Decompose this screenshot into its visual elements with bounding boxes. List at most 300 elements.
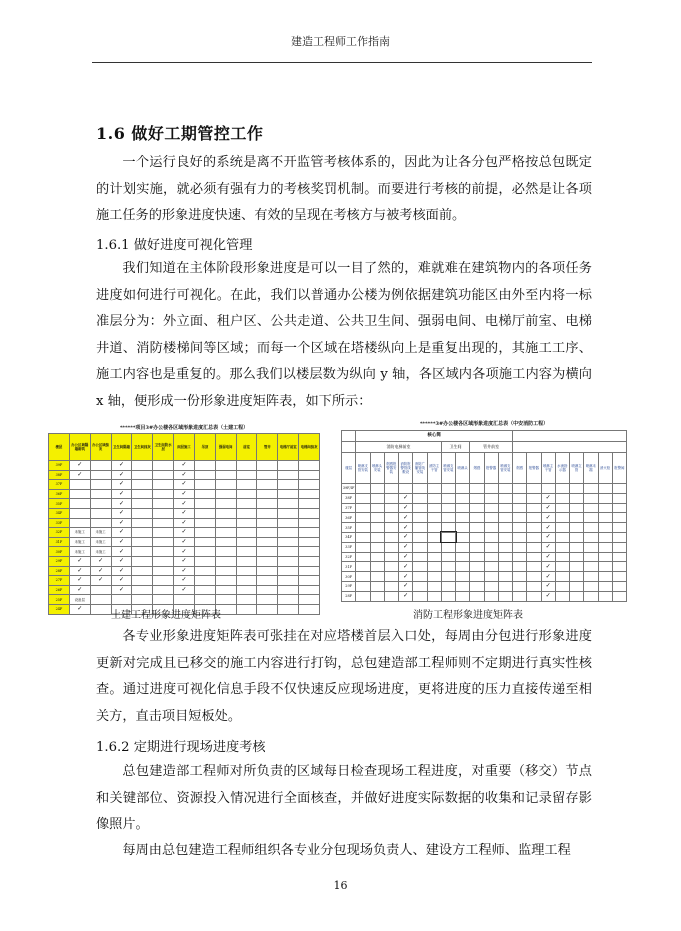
- civil-matrix-cell: [236, 537, 257, 547]
- fire-matrix-cell: [612, 503, 626, 513]
- section-title: 1.6 做好工期管控工作: [96, 124, 264, 143]
- fire-matrix-cell: [584, 552, 598, 562]
- fire-matrix-cell: [527, 581, 541, 591]
- fire-matrix-cell: [584, 581, 598, 591]
- fire-matrix-header-cell: 烟感: [470, 453, 484, 484]
- fire-matrix-cell: [356, 552, 370, 562]
- header-divider: [92, 62, 592, 63]
- fire-matrix-cell: [498, 532, 512, 542]
- fire-matrix-title: ******3#办公楼各区域形象进度汇总表（中安消防工程）: [419, 421, 549, 427]
- fire-matrix-cell: [441, 552, 455, 562]
- fire-matrix-cell: [441, 523, 455, 533]
- fire-matrix-cell: [384, 581, 398, 591]
- fire-matrix-header-cell: 喷淋支管安装: [441, 453, 455, 484]
- fire-matrix-cell: [584, 532, 598, 542]
- fire-matrix-floor-cell: 38F: [342, 493, 356, 503]
- fire-matrix-cell: [570, 562, 584, 572]
- civil-matrix-floor-cell: 29F: [49, 556, 70, 566]
- civil-matrix-cell: [194, 556, 215, 566]
- civil-matrix-cell: [132, 537, 153, 547]
- civil-matrix-cell: [194, 566, 215, 576]
- fire-matrix-cell: [513, 581, 527, 591]
- fire-matrix-cell: [555, 503, 569, 513]
- fire-matrix-cell: [484, 503, 498, 513]
- civil-matrix-row: [49, 595, 320, 605]
- fire-matrix-cell: [470, 562, 484, 572]
- fire-matrix-cell: [584, 484, 598, 494]
- fire-matrix-cell: [456, 542, 470, 552]
- fire-matrix-cell: [427, 581, 441, 591]
- civil-matrix-cell: [257, 576, 278, 586]
- fire-matrix-cell: [598, 484, 612, 494]
- civil-matrix-cell: [215, 595, 236, 605]
- fire-matrix-cell: [427, 552, 441, 562]
- civil-matrix-cell: [153, 470, 174, 480]
- page-header: 建造工程师工作指南: [291, 35, 390, 48]
- fire-matrix-cell: [456, 581, 470, 591]
- civil-matrix-cell: [69, 480, 90, 490]
- civil-matrix-cell: ✓: [174, 585, 195, 595]
- fire-matrix-cell: [598, 503, 612, 513]
- civil-matrix-cell: [69, 508, 90, 518]
- fire-matrix-cell: [441, 503, 455, 513]
- fire-matrix-header-row: [342, 453, 627, 484]
- fire-matrix-row: [342, 484, 627, 494]
- civil-matrix-row: [49, 566, 320, 576]
- civil-matrix-cell: 未施工: [69, 537, 90, 547]
- civil-matrix-cell: ✓: [174, 528, 195, 538]
- civil-matrix-cell: 未施工: [90, 537, 111, 547]
- civil-matrix-cell: [132, 576, 153, 586]
- fire-matrix-cell: [441, 572, 455, 582]
- civil-matrix-header-cell: 楼层: [49, 434, 70, 461]
- civil-matrix-cell: [257, 489, 278, 499]
- fire-matrix-cell: ✓: [541, 503, 555, 513]
- civil-matrix-cell: [299, 528, 320, 538]
- fire-matrix-cell: [527, 513, 541, 523]
- paragraph-intro: 一个运行良好的系统是离不开监管考核体系的，因此为让各分包严格按总包既定的计划实施，就必须有强有力的考核奖罚机制。而要进行考核的前提，必然是让各项施工任务的形象进度快速、有效的呈现在考核方与被考核面前。: [96, 155, 592, 223]
- fire-matrix-cell: [598, 513, 612, 523]
- fire-matrix-cell: [470, 552, 484, 562]
- fire-matrix-header-cell: 喷淋支管安装: [356, 453, 370, 484]
- civil-matrix-cell: [194, 489, 215, 499]
- fire-matrix-cell: ✓: [399, 581, 413, 591]
- fire-matrix-cell: [441, 493, 455, 503]
- civil-matrix-cell: [236, 595, 257, 605]
- fire-matrix-floor-cell: 37F: [342, 503, 356, 513]
- fire-matrix-cell: ✓: [541, 562, 555, 572]
- fire-matrix-cell: [598, 493, 612, 503]
- civil-matrix-cell: [194, 480, 215, 490]
- civil-matrix-cell: [236, 499, 257, 509]
- fire-matrix-header-cell: 烟感报警器安装: [384, 453, 398, 484]
- fire-matrix-cell: [441, 581, 455, 591]
- civil-matrix-cell: [215, 556, 236, 566]
- fire-matrix-cell: [555, 562, 569, 572]
- fire-matrix-cell: [456, 562, 470, 572]
- fire-matrix-cell: ✓: [399, 493, 413, 503]
- fire-matrix-cell: [598, 532, 612, 542]
- fire-matrix-cell: [612, 542, 626, 552]
- fire-matrix-cell: [527, 493, 541, 503]
- civil-matrix-header-cell: 强弱电间: [215, 434, 236, 461]
- fire-matrix-cell: [498, 591, 512, 601]
- civil-matrix-cell: [153, 566, 174, 576]
- civil-matrix-row: [49, 576, 320, 586]
- fire-matrix-cell: [570, 493, 584, 503]
- fire-matrix-cell: [513, 513, 527, 523]
- civil-matrix-cell: [215, 470, 236, 480]
- fire-matrix-cell: [598, 523, 612, 533]
- civil-matrix-cell: ✓: [111, 461, 132, 471]
- civil-matrix-cell: [236, 528, 257, 538]
- civil-matrix-cell: ✓: [69, 566, 90, 576]
- fire-matrix-cell: [498, 562, 512, 572]
- civil-matrix-cell: ✓: [90, 576, 111, 586]
- fire-matrix-cell: [584, 542, 598, 552]
- fire-matrix-row: [342, 493, 627, 503]
- civil-matrix-cell: [215, 528, 236, 538]
- civil-matrix-cell: [132, 461, 153, 471]
- civil-matrix-cell: ✓: [90, 566, 111, 576]
- civil-matrix-cell: [257, 566, 278, 576]
- civil-matrix-cell: [278, 595, 299, 605]
- fire-matrix-blank-header: [513, 431, 627, 442]
- fire-matrix-cell: [427, 484, 441, 494]
- fire-matrix-row: [342, 591, 627, 601]
- civil-matrix-header-cell: 吊顶: [194, 434, 215, 461]
- civil-matrix-floor-cell: 28F: [49, 566, 70, 576]
- fire-matrix-header-cell: 烟感: [513, 453, 527, 484]
- fire-matrix-cell: [384, 523, 398, 533]
- fire-matrix-floor-cell: 36F: [342, 513, 356, 523]
- fire-matrix-cell: [498, 513, 512, 523]
- fire-matrix-cell: ✓: [399, 572, 413, 582]
- fire-matrix-cell: ✓: [541, 552, 555, 562]
- civil-matrix-cell: [278, 576, 299, 586]
- fire-matrix-cell: [470, 572, 484, 582]
- civil-matrix-header-cell: 卫生间隔墙: [111, 434, 132, 461]
- civil-matrix-cell: [236, 470, 257, 480]
- civil-matrix-floor-cell: 35F: [49, 499, 70, 509]
- fire-matrix-cell: ✓: [541, 523, 555, 533]
- fire-matrix-cell: [484, 552, 498, 562]
- fire-matrix-cell: ✓: [541, 591, 555, 601]
- caption-fire-matrix: 消防工程形象进度矩阵表: [413, 610, 523, 621]
- fire-matrix-row: [342, 542, 627, 552]
- fire-matrix-corner-cell: [342, 442, 356, 453]
- fire-matrix-cell: ✓: [541, 581, 555, 591]
- fire-matrix-cell: [427, 572, 441, 582]
- fire-matrix-cell: [370, 513, 384, 523]
- civil-matrix-row: [49, 470, 320, 480]
- fire-matrix-header-cell: 喷淋主干管: [541, 453, 555, 484]
- fire-matrix-header-cell: 消防报警管线敷设: [399, 453, 413, 484]
- civil-progress-matrix: [48, 424, 320, 615]
- fire-matrix-row: [342, 503, 627, 513]
- fire-matrix-cell: [413, 591, 427, 601]
- fire-matrix-cell: ✓: [541, 493, 555, 503]
- fire-matrix-cell: ✓: [541, 513, 555, 523]
- fire-matrix-cell: [370, 542, 384, 552]
- fire-matrix-header-cell: 消火栓: [598, 453, 612, 484]
- civil-matrix-cell: [236, 604, 257, 614]
- civil-matrix-cell: ✓: [111, 470, 132, 480]
- fire-matrix-cell: [413, 484, 427, 494]
- civil-matrix-cell: [90, 595, 111, 605]
- fire-matrix-header-cell: 报警阀: [612, 453, 626, 484]
- fire-matrix-top-header-row: [342, 431, 627, 442]
- civil-matrix-cell: 未施工: [90, 528, 111, 538]
- fire-matrix-cell: [527, 572, 541, 582]
- civil-matrix-cell: [299, 566, 320, 576]
- fire-matrix-cell: [555, 484, 569, 494]
- civil-matrix-cell: [236, 576, 257, 586]
- fire-matrix-cell: [513, 493, 527, 503]
- civil-matrix-cell: [236, 480, 257, 490]
- fire-matrix-cell: [612, 572, 626, 582]
- civil-matrix-cell: ✓: [174, 461, 195, 471]
- civil-matrix-floor-cell: 37F: [49, 480, 70, 490]
- civil-matrix-cell: [69, 518, 90, 528]
- civil-matrix-cell: [299, 556, 320, 566]
- civil-matrix-cell: [215, 585, 236, 595]
- fire-matrix-cell: [513, 542, 527, 552]
- fire-matrix-cell: [584, 572, 598, 582]
- fire-matrix-cell: [612, 532, 626, 542]
- civil-matrix-cell: [299, 489, 320, 499]
- civil-matrix-cell: ✓: [90, 556, 111, 566]
- civil-matrix-cell: [69, 489, 90, 499]
- civil-matrix-cell: [90, 489, 111, 499]
- civil-matrix-cell: [236, 556, 257, 566]
- civil-matrix-cell: ✓: [69, 604, 90, 614]
- fire-matrix-cell: [384, 493, 398, 503]
- civil-matrix-cell: [278, 489, 299, 499]
- civil-matrix-cell: ✓: [69, 461, 90, 471]
- civil-matrix-cell: [236, 508, 257, 518]
- civil-matrix-cell: ✓: [174, 547, 195, 557]
- paragraph-matrix-usage: 各专业形象进度矩阵表可张挂在对应塔楼首层入口处，每周由分包进行形象进度更新对完成且已移交的施工内容进行打钩，总包建造部工程师则不定期进行真实性核查。通过进度可视化信息手段不仅快速反应现场进度，更将进度的压力直接传递至相关方，直击项目短板处。: [96, 629, 592, 724]
- civil-matrix-cell: 设备层: [69, 595, 90, 605]
- fire-matrix-cell: [456, 513, 470, 523]
- civil-matrix-cell: [299, 499, 320, 509]
- fire-matrix-header-cell: 水流指示器: [555, 453, 569, 484]
- fire-matrix-cell: [384, 503, 398, 513]
- fire-matrix-cell: ✓: [399, 532, 413, 542]
- civil-matrix-cell: [215, 566, 236, 576]
- fire-matrix-cell: [555, 572, 569, 582]
- civil-matrix-cell: [90, 461, 111, 471]
- civil-matrix-cell: ✓: [174, 499, 195, 509]
- fire-matrix-cell: [498, 552, 512, 562]
- civil-matrix-cell: ✓: [174, 480, 195, 490]
- civil-matrix-cell: ✓: [174, 489, 195, 499]
- fire-matrix-cell: [527, 591, 541, 601]
- fire-matrix-cell: [513, 484, 527, 494]
- civil-matrix-cell: [278, 566, 299, 576]
- civil-matrix-cell: 未施工: [90, 547, 111, 557]
- fire-matrix-cell: [456, 523, 470, 533]
- civil-matrix-cell: ✓: [111, 566, 132, 576]
- fire-matrix-cell: [413, 552, 427, 562]
- fire-matrix-cell: [413, 542, 427, 552]
- civil-matrix-cell: [132, 566, 153, 576]
- fire-matrix-group-header: 管井前室: [470, 442, 513, 453]
- fire-matrix-cell: [570, 591, 584, 601]
- civil-matrix-cell: [215, 576, 236, 586]
- civil-matrix-cell: [278, 508, 299, 518]
- civil-matrix-cell: [90, 518, 111, 528]
- fire-matrix-cell: [413, 503, 427, 513]
- fire-matrix-cell: ✓: [399, 523, 413, 533]
- fire-matrix-cell: [484, 532, 498, 542]
- civil-matrix-cell: [153, 508, 174, 518]
- fire-matrix-cell: [484, 493, 498, 503]
- civil-matrix-cell: ✓: [174, 537, 195, 547]
- fire-matrix-cell: [612, 493, 626, 503]
- fire-matrix-cell: [384, 513, 398, 523]
- civil-matrix-cell: 未施工: [69, 528, 90, 538]
- fire-matrix-cell: [427, 523, 441, 533]
- civil-matrix-floor-cell: 39F: [49, 461, 70, 471]
- civil-matrix-cell: ✓: [111, 499, 132, 509]
- fire-matrix-cell: [612, 591, 626, 601]
- civil-matrix-row: [49, 556, 320, 566]
- fire-matrix-cell: [370, 503, 384, 513]
- fire-matrix-cell: [370, 562, 384, 572]
- fire-matrix-cell: [456, 532, 470, 542]
- fire-matrix-cell: [541, 484, 555, 494]
- fire-matrix-cell: [370, 493, 384, 503]
- civil-matrix-cell: [215, 480, 236, 490]
- fire-matrix-floor-cell: 39F/IF: [342, 484, 356, 494]
- civil-matrix-header-row: [49, 434, 320, 461]
- fire-matrix-cell: [598, 591, 612, 601]
- civil-matrix-cell: [257, 528, 278, 538]
- fire-matrix-cell: [498, 493, 512, 503]
- civil-matrix-cell: [257, 518, 278, 528]
- civil-matrix-cell: [153, 461, 174, 471]
- civil-matrix-cell: [153, 547, 174, 557]
- civil-matrix-cell: [153, 489, 174, 499]
- fire-matrix-cell: [484, 523, 498, 533]
- fire-progress-matrix: [341, 420, 627, 602]
- civil-matrix-cell: [257, 556, 278, 566]
- civil-matrix-header-cell: 管井: [257, 434, 278, 461]
- civil-matrix-header-cell: 卫生间防水层: [153, 434, 174, 461]
- civil-matrix-table: [48, 433, 320, 615]
- fire-matrix-cell: [441, 591, 455, 601]
- civil-matrix-cell: [236, 489, 257, 499]
- fire-matrix-cell: [427, 542, 441, 552]
- fire-matrix-row: [342, 513, 627, 523]
- fire-matrix-cell: ✓: [399, 562, 413, 572]
- civil-matrix-cell: [132, 508, 153, 518]
- civil-matrix-cell: [194, 585, 215, 595]
- civil-matrix-cell: [257, 585, 278, 595]
- fire-matrix-cell: [570, 523, 584, 533]
- fire-matrix-group-header: 消防电梯前室: [356, 442, 442, 453]
- civil-matrix-cell: ✓: [111, 576, 132, 586]
- civil-matrix-cell: [278, 528, 299, 538]
- fire-matrix-cell: [598, 562, 612, 572]
- civil-matrix-floor-cell: 30F: [49, 547, 70, 557]
- civil-matrix-row: [49, 585, 320, 595]
- fire-matrix-cell: [356, 484, 370, 494]
- fire-matrix-cell: [427, 493, 441, 503]
- fire-matrix-cell: [356, 581, 370, 591]
- civil-matrix-cell: ✓: [69, 556, 90, 566]
- civil-matrix-cell: ✓: [111, 528, 132, 538]
- civil-matrix-cell: ✓: [111, 556, 132, 566]
- fire-matrix-cell: [441, 532, 455, 542]
- fire-matrix-header-cell: 喷淋支管安装: [498, 453, 512, 484]
- civil-matrix-cell: [299, 508, 320, 518]
- fire-matrix-cell: ✓: [541, 572, 555, 582]
- fire-matrix-cell: [598, 581, 612, 591]
- fire-matrix-cell: [441, 513, 455, 523]
- fire-matrix-corner-cell: [342, 431, 356, 442]
- civil-matrix-cell: 未施工: [69, 547, 90, 557]
- fire-matrix-cell: [527, 484, 541, 494]
- fire-matrix-cell: [470, 523, 484, 533]
- civil-matrix-cell: [194, 576, 215, 586]
- fire-matrix-cell: [456, 572, 470, 582]
- civil-matrix-cell: [299, 470, 320, 480]
- fire-matrix-cell: [584, 562, 598, 572]
- fire-matrix-cell: [356, 542, 370, 552]
- fire-matrix-cell: [413, 493, 427, 503]
- fire-matrix-header-cell: 报警器: [484, 453, 498, 484]
- fire-matrix-cell: [470, 484, 484, 494]
- fire-matrix-cell: [370, 572, 384, 582]
- civil-matrix-cell: [90, 585, 111, 595]
- civil-matrix-cell: [153, 556, 174, 566]
- fire-matrix-cell: [527, 523, 541, 533]
- civil-matrix-cell: [278, 470, 299, 480]
- fire-matrix-cell: [570, 532, 584, 542]
- fire-matrix-cell: [584, 523, 598, 533]
- fire-matrix-cell: [498, 581, 512, 591]
- fire-matrix-cell: [441, 562, 455, 572]
- fire-matrix-cell: [470, 542, 484, 552]
- fire-matrix-floor-cell: 32F: [342, 552, 356, 562]
- civil-matrix-cell: [132, 518, 153, 528]
- fire-matrix-cell: [527, 542, 541, 552]
- civil-matrix-row: [49, 547, 320, 557]
- civil-matrix-row: [49, 461, 320, 471]
- fire-matrix-cell: [470, 581, 484, 591]
- fire-matrix-cell: ✓: [399, 513, 413, 523]
- civil-matrix-cell: [153, 576, 174, 586]
- civil-matrix-cell: [236, 585, 257, 595]
- fire-matrix-floor-cell: 29F: [342, 581, 356, 591]
- fire-matrix-cell: [370, 484, 384, 494]
- fire-matrix-cell: [470, 503, 484, 513]
- fire-matrix-cell: [370, 591, 384, 601]
- caption-civil-matrix: 土建工程形象进度矩阵表: [111, 610, 221, 621]
- civil-matrix-floor-cell: 27F: [49, 576, 70, 586]
- fire-matrix-cell: [470, 591, 484, 601]
- civil-matrix-cell: [194, 518, 215, 528]
- civil-matrix-cell: [132, 595, 153, 605]
- fire-matrix-cell: [370, 532, 384, 542]
- fire-matrix-cell: [570, 503, 584, 513]
- civil-matrix-row: [49, 537, 320, 547]
- fire-matrix-row: [342, 581, 627, 591]
- fire-matrix-cell: [513, 591, 527, 601]
